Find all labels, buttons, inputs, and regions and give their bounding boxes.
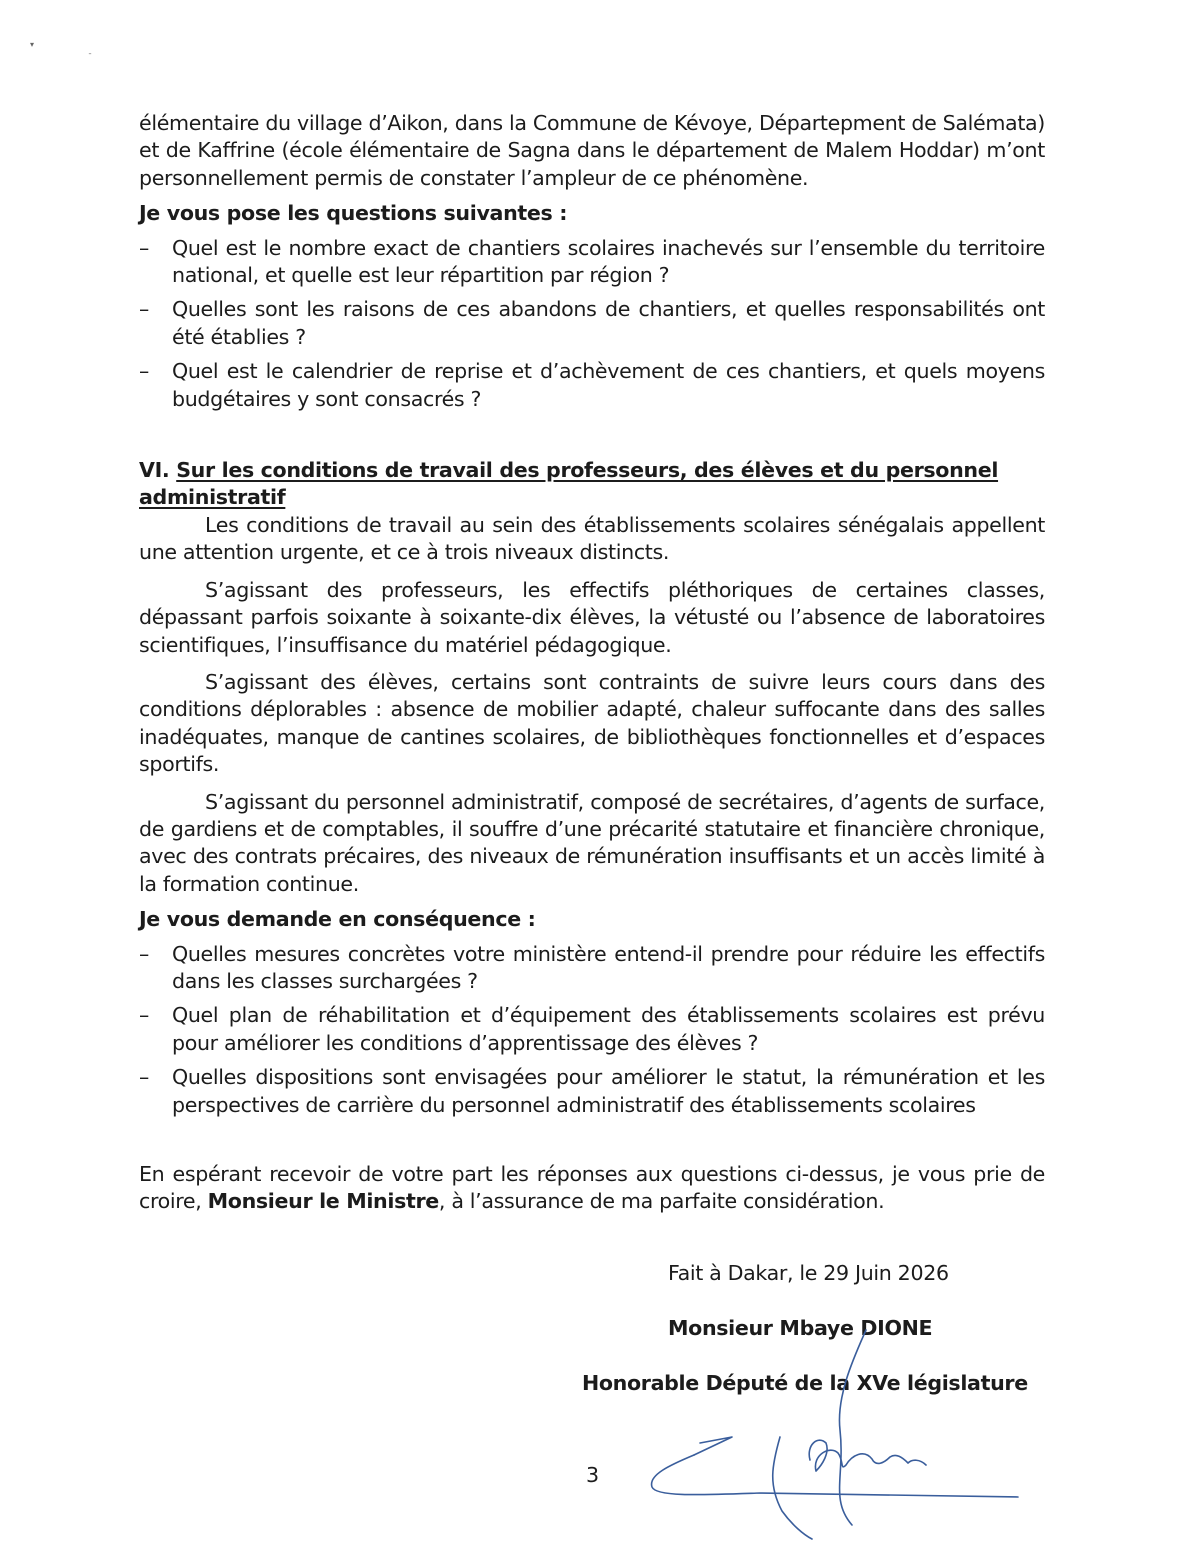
dash-bullet: –: [139, 1003, 149, 1028]
dash-bullet: –: [139, 1065, 149, 1090]
question-item: – Quelles sont les raisons de ces abandons de chantiers, et quelles responsabilités ont été établies ?: [139, 297, 1045, 349]
signatory-role: Honorable Député de la XVe législature: [582, 1371, 1028, 1395]
body-paragraph: S’agissant des élèves, certains sont contraints de suivre leurs cours dans des conditions déplorables : absence de mobilier adapté, chaleur suffocante dans des salles inadéquates, manque de cantines scolaires, de bibliothèques fonctionnelles et d’espaces sportifs.: [139, 669, 1045, 777]
handwritten-signature: [640, 1325, 1040, 1540]
scan-speck: ˍ: [88, 46, 92, 55]
body-paragraph: S’agissant des professeurs, les effectifs pléthoriques de certaines classes, dépassant parfois soixante à soixante-dix élèves, la vétusté ou l’absence de laboratoires scientifiques, l’insuffisance du matériel pédagogique.: [139, 577, 1045, 657]
question-item: – Quelles mesures concrètes votre ministère entend-il prendre pour réduire les effectifs dans les classes surchargées ?: [139, 941, 1045, 993]
section-heading: [139, 457, 1045, 512]
section-title: Sur les conditions de travail des professeurs, des élèves et du personnel administratif: [139, 458, 999, 510]
signatory-name: Monsieur Mbaye DIONE: [668, 1316, 933, 1340]
question-item: – Quel est le nombre exact de chantiers scolaires inachevés sur l’ensemble du territoire national, et quelle est leur répartition par région ?: [139, 235, 1045, 288]
dash-bullet: –: [139, 359, 149, 384]
question-item: – Quel plan de réhabilitation et d’équipement des établissements scolaires est prévu pour améliorer les conditions d’apprentissage des élèves ?: [139, 1003, 1045, 1055]
question-item: – Quel est le calendrier de reprise et d’achèvement de ces chantiers, et quels moyens budgétaires y sont consacrés ?: [139, 359, 1045, 411]
dash-bullet: –: [139, 235, 149, 260]
document-page: [139, 110, 1045, 1216]
place-date: Fait à Dakar, le 29 Juin 2026: [668, 1261, 949, 1285]
body-paragraph: S’agissant du personnel administratif, composé de secrétaires, d’agents de surface, de gardiens et de comptables, il souffre d’une précarité statutaire et financière chronique, avec des contrats précaires, des niveaux de rémunération insuffisants et un accès limité à la formation continue.: [139, 789, 1045, 896]
scan-speck: ▾: [30, 40, 35, 49]
questions-heading-1: Je vous pose les questions suivantes :: [139, 201, 568, 226]
dash-bullet: –: [139, 941, 149, 966]
page-number: 3: [586, 1463, 600, 1487]
questions-list-2: [139, 941, 1045, 1119]
question-item: – Quelles dispositions sont envisagées pour améliorer le statut, la rémunération et les perspectives de carrière du personnel administratif des établissements scolaires: [139, 1065, 1045, 1117]
questions-heading-2: Je vous demande en conséquence :: [139, 907, 536, 932]
section-number: VI.: [139, 458, 170, 483]
addressee: Monsieur le Ministre: [207, 1189, 439, 1214]
body-paragraph: Les conditions de travail au sein des établissements scolaires sénégalais appellent une attention urgente, et ce à trois niveaux distincts.: [139, 512, 1045, 565]
intro-paragraph: élémentaire du village d’Aikon, dans la Commune de Kévoye, Départepment de Salémata) et de Kaffrine (école élémentaire de Sagna dans le département de Malem Hoddar) m’ont personnellement permis de constater l’ampleur de ce phénomène.: [139, 111, 1045, 190]
closing-paragraph: En espérant recevoir de votre part les réponses aux questions ci-dessus, je vous prie de croire, Monsieur le Ministre, à l’assurance de ma parfaite considération.: [139, 1162, 1045, 1214]
questions-list-1: [139, 235, 1045, 413]
dash-bullet: –: [139, 297, 149, 322]
